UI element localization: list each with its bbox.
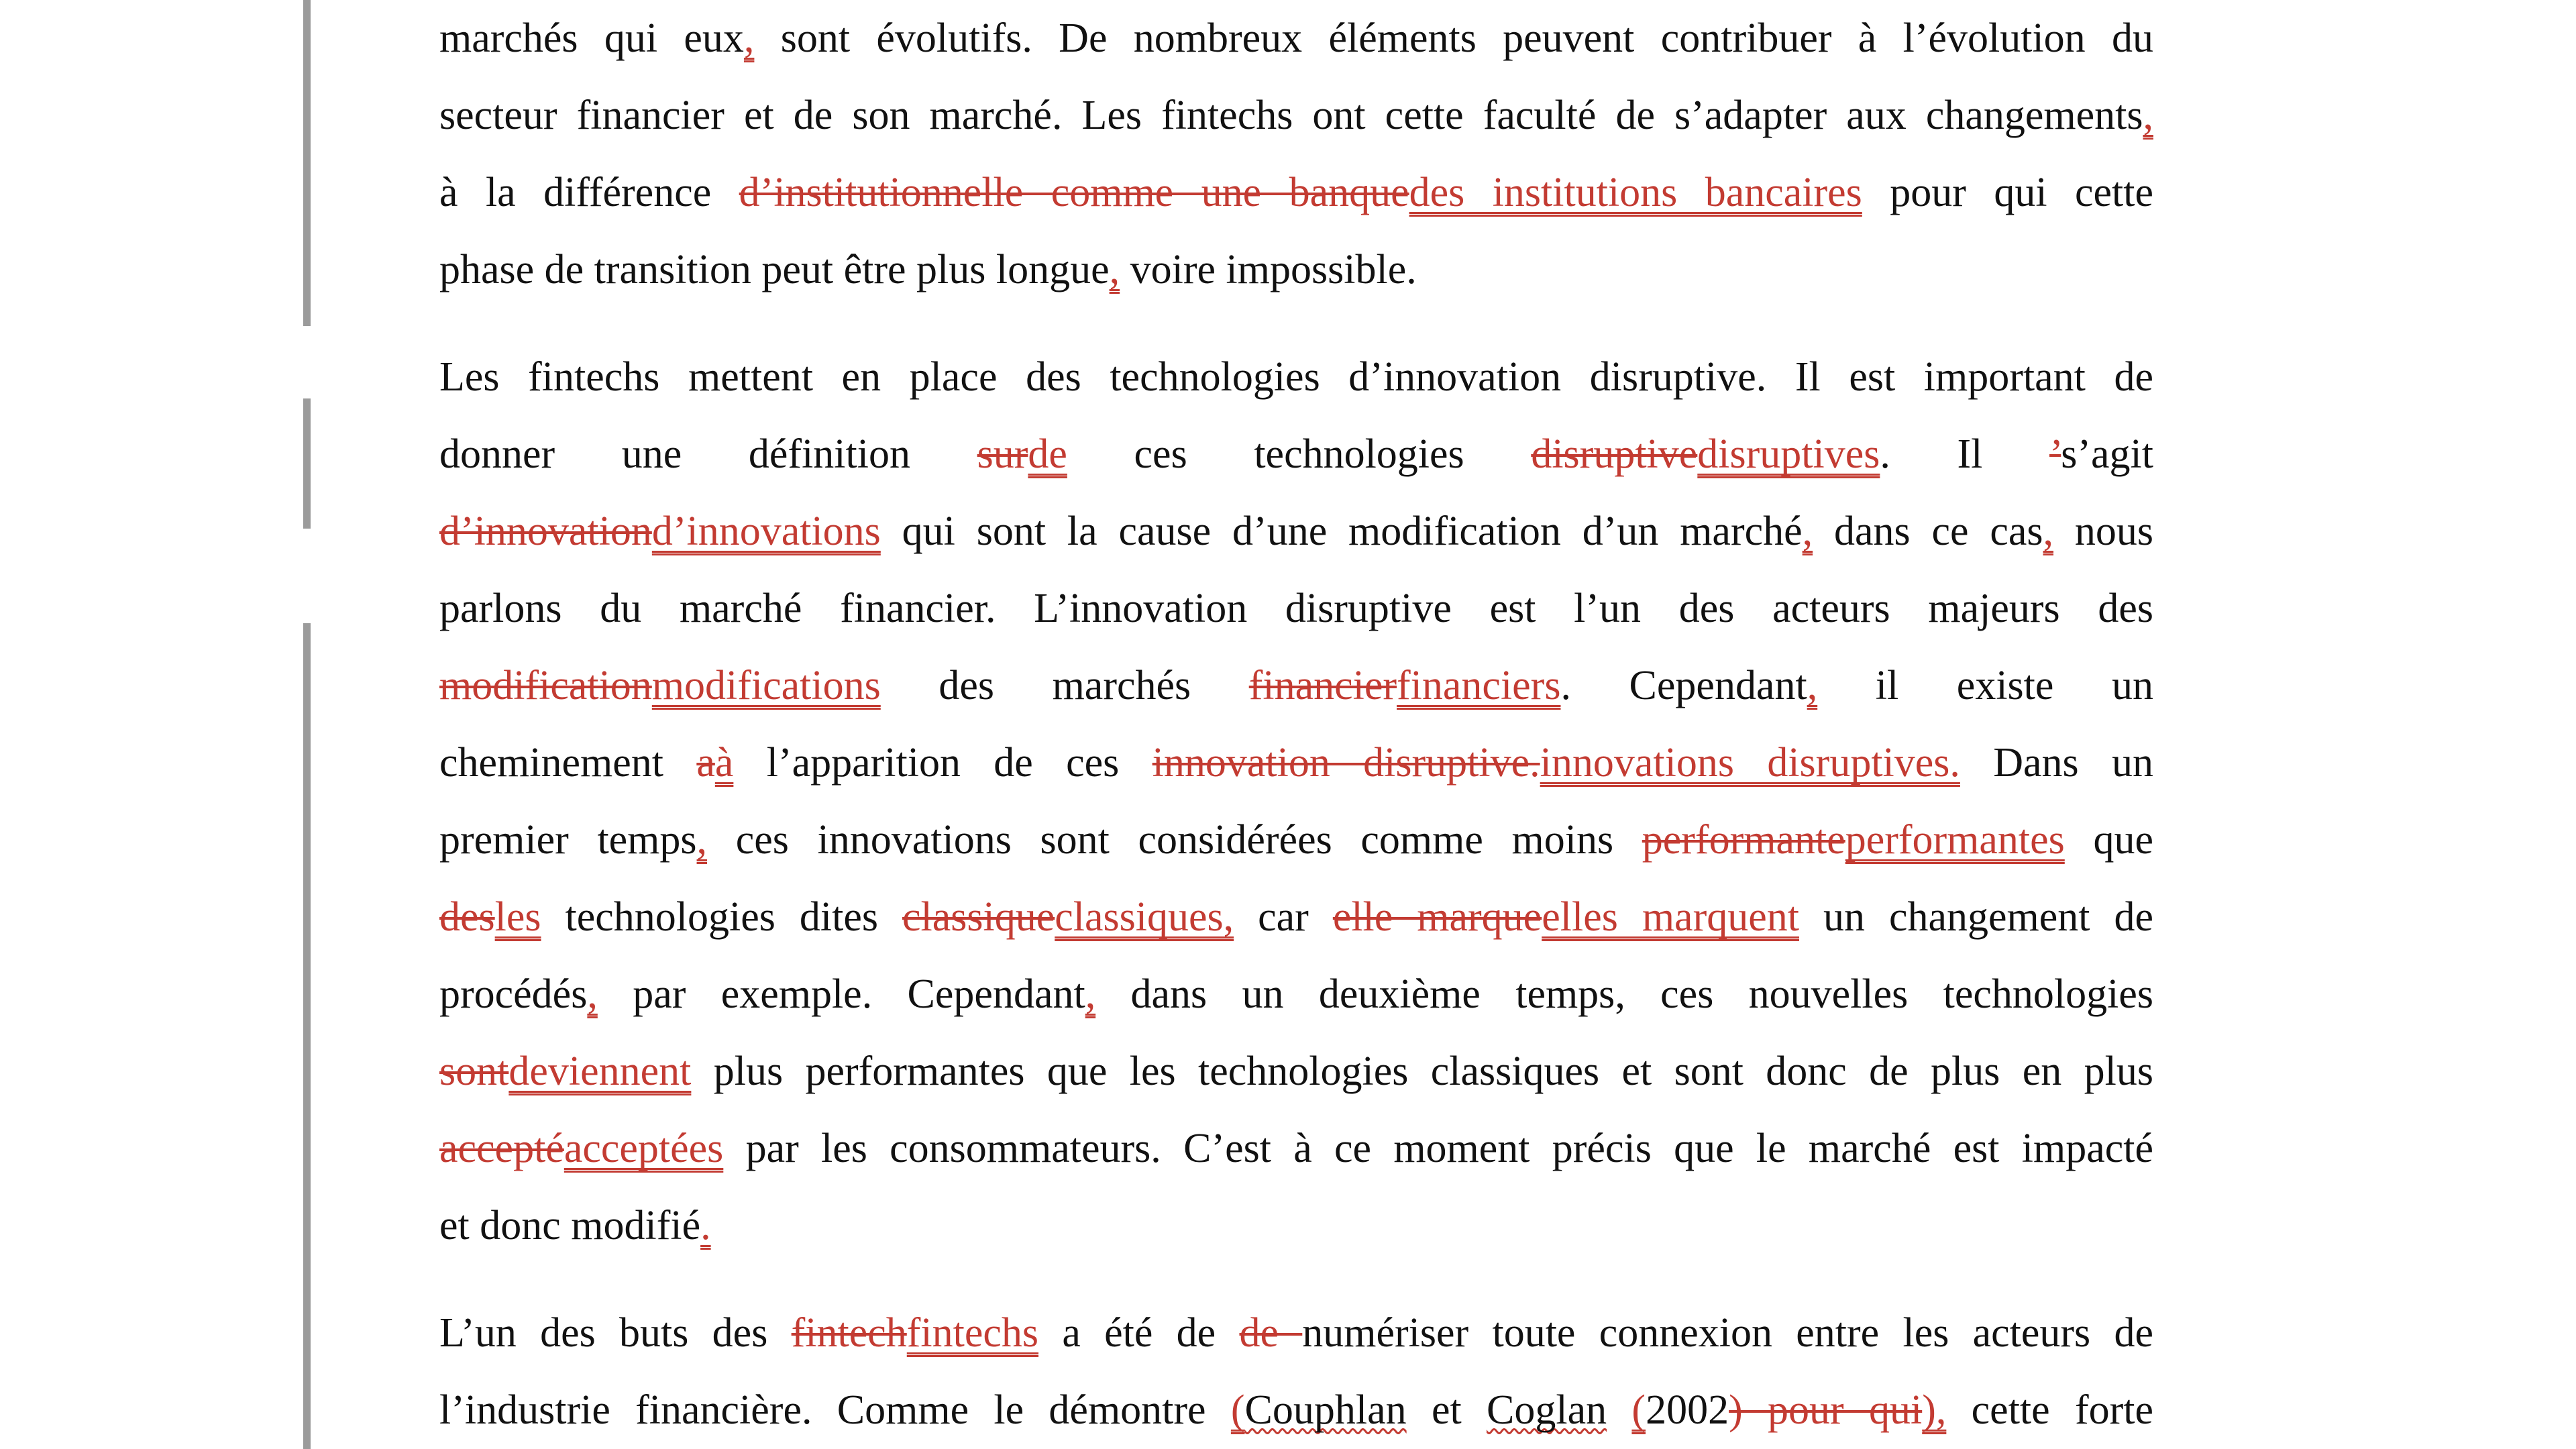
text-run: phase de transition peut être plus longue: [439, 247, 1110, 292]
inserted-text: ,: [1109, 247, 1120, 292]
deleted-text: de: [1239, 1310, 1303, 1356]
text-line: [439, 1110, 2153, 1187]
text-run: à la différence: [439, 170, 739, 215]
text-run: par les consommateurs. C’est à ce moment précis que le marché est impacté: [723, 1126, 2153, 1171]
change-bar-gutter: [0, 0, 335, 1449]
text-line: [439, 154, 2153, 231]
deleted-text: sur: [977, 431, 1028, 477]
change-bar: [303, 0, 311, 326]
deleted-text: ) pour qui: [1729, 1387, 1923, 1433]
inserted-text: ,: [1085, 971, 1096, 1017]
text-run: cette forte: [1946, 1387, 2154, 1433]
inserted-text: ,: [587, 971, 598, 1017]
misspelled-word: Couphlan: [1244, 1387, 1407, 1433]
text-run: . Il: [1880, 431, 2050, 477]
inserted-text: (: [1631, 1387, 1646, 1433]
text-run: Les fintechs mettent en place des technologies d’innovation disruptive. Il est important de: [439, 354, 2153, 400]
text-run: Dans un: [1960, 740, 2154, 786]
text-line: [439, 0, 2153, 77]
text-line: [439, 879, 2153, 956]
text-run: a été de: [1038, 1310, 1240, 1356]
inserted-text: ,: [2043, 508, 2054, 554]
inserted-text: des institutions bancaires: [1409, 170, 1862, 215]
text-run: 2002: [1646, 1387, 1729, 1433]
deleted-text: ’: [2049, 431, 2061, 477]
text-run: l’industrie financière. Comme le démontre: [439, 1387, 1231, 1433]
text-line: [439, 647, 2153, 724]
text-run: que: [2064, 817, 2153, 863]
inserted-text: de: [1028, 431, 1067, 477]
text-run: l’apparition de ces: [733, 740, 1152, 786]
inserted-text: elles marquent: [1542, 894, 1799, 940]
text-run: donner une définition: [439, 431, 977, 477]
text-run: nous: [2053, 508, 2154, 554]
text-run: ces technologies: [1067, 431, 1532, 477]
text-run: et: [1406, 1387, 1487, 1433]
paragraph: [439, 0, 2153, 309]
text-run: technologies dites: [541, 894, 902, 940]
deleted-text: fintech: [791, 1310, 907, 1356]
text-line: [439, 77, 2153, 154]
text-run: marchés qui eux: [439, 15, 744, 61]
deleted-text: d’institutionnelle comme une banque: [739, 170, 1409, 215]
deleted-text: d’innovation: [439, 508, 652, 554]
paragraph: [439, 1295, 2153, 1449]
text-run: numériser toute connexion entre les acteurs de: [1302, 1310, 2153, 1356]
inserted-text: ,: [1802, 508, 1813, 554]
text-run: dans ce cas: [1813, 508, 2043, 554]
document-text-column: [439, 0, 2153, 1449]
text-line: [439, 416, 2153, 493]
text-run: qui sont la cause d’une modification d’un marché: [880, 508, 1803, 554]
deleted-text: des: [439, 894, 495, 940]
inserted-text: ,: [1807, 663, 1818, 708]
deleted-text: sont: [439, 1049, 509, 1094]
inserted-text: fintechs: [906, 1310, 1039, 1356]
change-bar: [303, 398, 311, 529]
text-run: secteur financier et de son marché. Les fintechs ont cette faculté de s’adapter aux changements: [439, 93, 2143, 138]
text-line: [439, 1187, 2153, 1265]
text-run: car: [1234, 894, 1333, 940]
text-run: s’agit: [2061, 431, 2153, 477]
inserted-text: modifications: [651, 663, 881, 708]
text-line: [439, 1372, 2153, 1449]
inserted-text: .: [700, 1203, 711, 1248]
inserted-text: ,: [696, 817, 708, 863]
deleted-text: innovation disruptive.: [1152, 740, 1540, 786]
text-line: [439, 802, 2153, 879]
text-run: dans un deuxième temps, ces nouvelles technologies: [1095, 971, 2153, 1017]
text-run: premier temps: [439, 817, 697, 863]
text-run: voire impossible.: [1120, 247, 1417, 292]
deleted-text: elle marque: [1332, 894, 1542, 940]
text-run: il existe un: [1817, 663, 2153, 708]
text-run: ces innovations sont considérées comme moins: [707, 817, 1642, 863]
inserted-text: acceptées: [564, 1126, 724, 1171]
inserted-text: deviennent: [508, 1049, 692, 1094]
text-run: un changement de: [1799, 894, 2153, 940]
inserted-text: disruptives: [1697, 431, 1880, 477]
deleted-text: financier: [1248, 663, 1397, 708]
text-run: . Cependant: [1560, 663, 1807, 708]
deleted-text: performante: [1642, 817, 1845, 863]
text-line: [439, 1033, 2153, 1110]
inserted-text: (: [1230, 1387, 1245, 1433]
text-run: par exemple. Cependant: [597, 971, 1085, 1017]
text-run: parlons du marché financier. L’innovation disruptive est l’un des acteurs majeurs des: [439, 586, 2153, 631]
text-run: plus performantes que les technologies classiques et sont donc de plus en plus: [691, 1049, 2153, 1094]
inserted-text: les: [494, 894, 541, 940]
text-line: [439, 1295, 2153, 1372]
deleted-text: accepté: [439, 1126, 564, 1171]
inserted-text: innovations disruptives.: [1540, 740, 1960, 786]
text-line: [439, 956, 2153, 1033]
text-run: [1607, 1387, 1631, 1433]
inserted-text: performantes: [1845, 817, 2065, 863]
text-run: et donc modifié: [439, 1203, 701, 1248]
misspelled-word: Coglan: [1487, 1387, 1607, 1433]
inserted-text: ),: [1922, 1387, 1947, 1433]
text-run: pour qui cette: [1862, 170, 2153, 215]
change-bar: [303, 623, 311, 1449]
deleted-text: disruptive: [1531, 431, 1698, 477]
text-run: cheminement: [439, 740, 697, 786]
text-run: sont évolutifs. De nombreux éléments peuvent contribuer à l’évolution du: [754, 15, 2153, 61]
text-run: L’un des buts des: [439, 1310, 792, 1356]
text-line: [439, 231, 2153, 309]
text-line: [439, 570, 2153, 647]
inserted-text: d’innovations: [651, 508, 881, 554]
text-line: [439, 493, 2153, 570]
deleted-text: modification: [439, 663, 652, 708]
text-line: [439, 724, 2153, 802]
inserted-text: classiques,: [1055, 894, 1234, 940]
inserted-text: financiers: [1397, 663, 1561, 708]
inserted-text: ,: [743, 15, 755, 61]
paragraph: [439, 339, 2153, 1265]
text-run: procédés: [439, 971, 588, 1017]
inserted-text: à: [714, 740, 734, 786]
text-run: des marchés: [880, 663, 1249, 708]
text-line: [439, 339, 2153, 416]
deleted-text: a: [696, 740, 715, 786]
deleted-text: classique: [902, 894, 1055, 940]
inserted-text: ,: [2143, 93, 2153, 138]
